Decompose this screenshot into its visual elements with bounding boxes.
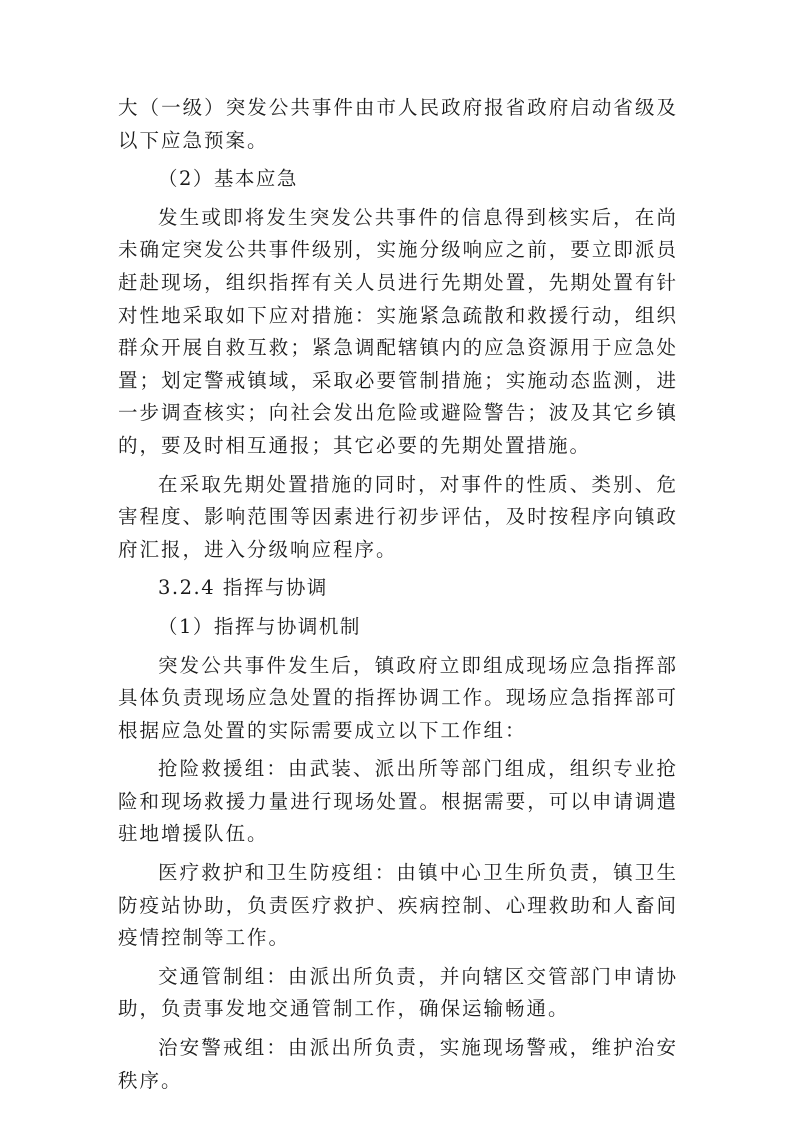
paragraph-traffic-group: 交通管制组：由派出所负责，并向辖区交管部门申请协助，负责事发地交通管制工作，确保运输畅通。 bbox=[118, 964, 678, 1021]
paragraph-initial-response: 发生或即将发生突发公共事件的信息得到核实后，在尚未确定突发公共事件级别，实施分级响应之前，要立即派员赶赴现场，组织指挥有关人员进行先期处置，先期处置有针对性地采取如下应对措施：实施紧急疏散和救援行动，组织群众开展自救互救；紧急调配辖镇内的应急资源用于应急处置；划定警戒镇域，采取必要管制措施；实施动态监测，进一步调查核实；向社会发出危险或避险警告；波及其它乡镇的，要及时相互通报；其它必要的先期处置措施。 bbox=[118, 205, 678, 457]
section-heading-command-coordination: 3.2.4 指挥与协调 bbox=[158, 576, 328, 600]
paragraph-command-post: 突发公共事件发生后，镇政府立即组成现场应急指挥部具体负责现场应急处置的指挥协调工作。现场应急指挥部可根据应急处置的实际需要成立以下工作组： bbox=[118, 653, 678, 742]
paragraph-emergency-level: 大（一级）突发公共事件由市人民政府报省政府启动省级及以下应急预案。 bbox=[118, 96, 678, 152]
heading-basic-emergency: （2）基本应急 bbox=[158, 167, 298, 191]
paragraph-assessment: 在采取先期处置措施的同时，对事件的性质、类别、危害程度、影响范围等因素进行初步评估，及时按程序向镇政府汇报，进入分级响应程序。 bbox=[118, 472, 678, 561]
paragraph-medical-group: 医疗救护和卫生防疫组：由镇中心卫生所负责，镇卫生防疫站协助，负责医疗救护、疾病控制、心理救助和人畜间疫情控制等工作。 bbox=[118, 861, 678, 950]
heading-command-mechanism: （1）指挥与协调机制 bbox=[158, 614, 361, 638]
paragraph-security-group: 治安警戒组：由派出所负责，实施现场警戒，维护治安秩序。 bbox=[118, 1036, 678, 1092]
document-body bbox=[118, 92, 678, 1103]
paragraph-rescue-group: 抢险救援组：由武装、派出所等部门组成，组织专业抢险和现场救援力量进行现场处置。根据需要，可以申请调遣驻地增援队伍。 bbox=[118, 757, 678, 846]
